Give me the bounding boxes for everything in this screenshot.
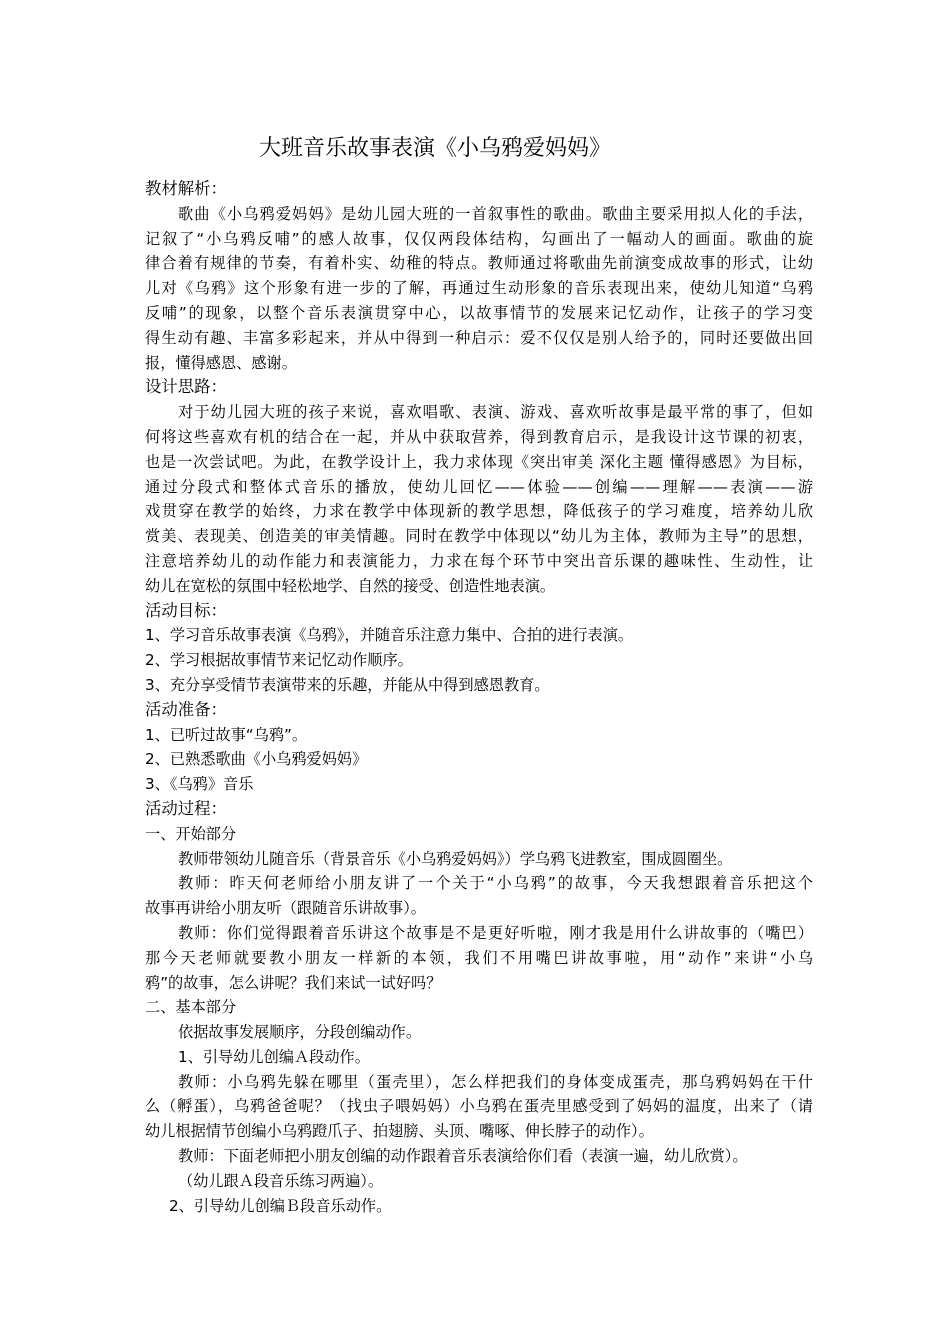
document-title: 大班音乐故事表演《小乌鸦爱妈妈》 [258, 136, 611, 161]
text-line: 得生动有趣、丰富多彩起来，并从中得到一种启示：爱不仅仅是别人给予的，同时还要做出回 [145, 328, 813, 347]
text-line: 幼儿在宽松的氛围中轻松地学、自然的接受、创造性地表演。 [145, 576, 556, 595]
text-line: 儿对《乌鸦》这个形象有进一步的了解，再通过生动形象的音乐表现出来，使幼儿知道“乌鸦 [145, 279, 813, 298]
text-line: 反哺”的现象，以整个音乐表演贯穿中心，以故事情节的发展来记忆动作，让孩子的学习变 [145, 303, 813, 322]
text-line: 3、充分享受情节表演带来的乐趣，并能从中得到感恩教育。 [145, 675, 550, 694]
text-line: 何将这些喜欢有机的结合在一起，并从中获取营养，得到教育启示，是我设计这节课的初衷， [145, 427, 813, 446]
section-heading: 活动准备： [145, 699, 227, 719]
text-line: 那今天老师就要教小朋友一样新的本领，我们不用嘴巴讲故事啦，用“动作”来讲“小乌 [145, 948, 813, 967]
text-line: 报，懂得感恩、感谢。 [145, 353, 297, 372]
text-line: 也是一次尝试吧。为此，在教学设计上，我力求体现《突出审美 深化主题 懂得感恩》为目标， [145, 452, 813, 471]
text-line: （幼儿跟Ａ段音乐练习两遍）。 [178, 1171, 384, 1190]
text-line: 鸦”的故事，怎么讲呢？我们来试一试好吗？ [145, 973, 442, 992]
text-line: 对于幼儿园大班的孩子来说，喜欢唱歌、表演、游戏、喜欢听故事是最平常的事了，但如 [178, 403, 813, 422]
text-line: 教师：小乌鸦先躲在哪里（蛋壳里），怎么样把我们的身体变成蛋壳，那乌鸦妈妈在干什 [178, 1072, 813, 1091]
section-heading: 教材解析： [145, 179, 227, 198]
section-heading: 设计思路： [145, 377, 227, 397]
text-line: 通过分段式和整体式音乐的播放，使幼儿回忆——体验——创编——理解——表演——游 [145, 477, 813, 496]
text-line: 故事再讲给小朋友听（跟随音乐讲故事）。 [145, 899, 426, 918]
text-line: 2、学习根据故事情节来记忆动作顺序。 [145, 651, 413, 670]
text-line: 3、《乌鸦》音乐 [145, 775, 254, 794]
text-line: 记叙了“小乌鸦反哺”的感人故事，仅仅两段体结构，勾画出了一幅动人的画面。歌曲的旋 [145, 229, 813, 248]
text-line: 教师：昨天何老师给小朋友讲了一个关于“小乌鸦”的故事，今天我想跟着音乐把这个 [178, 874, 813, 893]
section-heading: 活动目标： [145, 600, 227, 620]
text-line: 赏美、表现美、创造美的审美情趣。同时在教学中体现以“幼儿为主体，教师为主导”的思想， [145, 527, 813, 546]
text-line: 教师带领幼儿随音乐（背景音乐《小乌鸦爱妈妈》）学乌鸦飞进教室，围成圆圈坐。 [178, 849, 733, 868]
section-heading: 活动过程： [145, 798, 227, 818]
document-body [145, 177, 813, 1218]
text-line: 教师：下面老师把小朋友创编的动作跟着音乐表演给你们看（表演一遍，幼儿欣赏）。 [178, 1147, 748, 1166]
text-line: 歌曲《小乌鸦爱妈妈》是幼儿园大班的一首叙事性的歌曲。歌曲主要采用拟人化的手法， [178, 204, 813, 223]
text-line: 二、基本部分 [145, 998, 237, 1017]
text-line: 么（孵蛋），乌鸦爸爸呢？（找虫子喂妈妈）小乌鸦在蛋壳里感受到了妈妈的温度，出来了（请 [145, 1097, 813, 1116]
text-line: 2、已熟悉歌曲《小乌鸦爱妈妈》 [145, 750, 368, 769]
text-line: 依据故事发展顺序，分段创编动作。 [178, 1023, 421, 1042]
text-line: 1、引导幼儿创编Ａ段动作。 [178, 1047, 370, 1066]
text-line: 律合着有规律的节奏，有着朴实、幼稚的特点。教师通过将歌曲先前演变成故事的形式，让幼 [145, 254, 813, 273]
text-line: 一、开始部分 [145, 824, 237, 843]
text-line: 2、引导幼儿创编Ｂ段音乐动作。 [169, 1196, 392, 1215]
text-line: 1、学习音乐故事表演《乌鸦》，并随音乐注意力集中、合拍的进行表演。 [145, 626, 634, 645]
text-line: 戏贯穿在教学的始终，力求在教学中体现新的教学思想，降低孩子的学习难度，培养幼儿欣 [145, 502, 813, 521]
text-line: 注意培养幼儿的动作能力和表演能力，力求在每个环节中突出音乐课的趣味性、生动性，让 [145, 551, 813, 570]
text-line: 幼儿根据情节创编小乌鸦蹬爪子、拍翅膀、头顶、嘴啄、伸长脖子的动作）。 [145, 1122, 654, 1141]
text-line: 教师：你们觉得跟着音乐讲这个故事是不是更好听啦，刚才我是用什么讲故事的（嘴巴） [178, 923, 813, 942]
text-line: 1、已听过故事“乌鸦”。 [145, 725, 308, 744]
